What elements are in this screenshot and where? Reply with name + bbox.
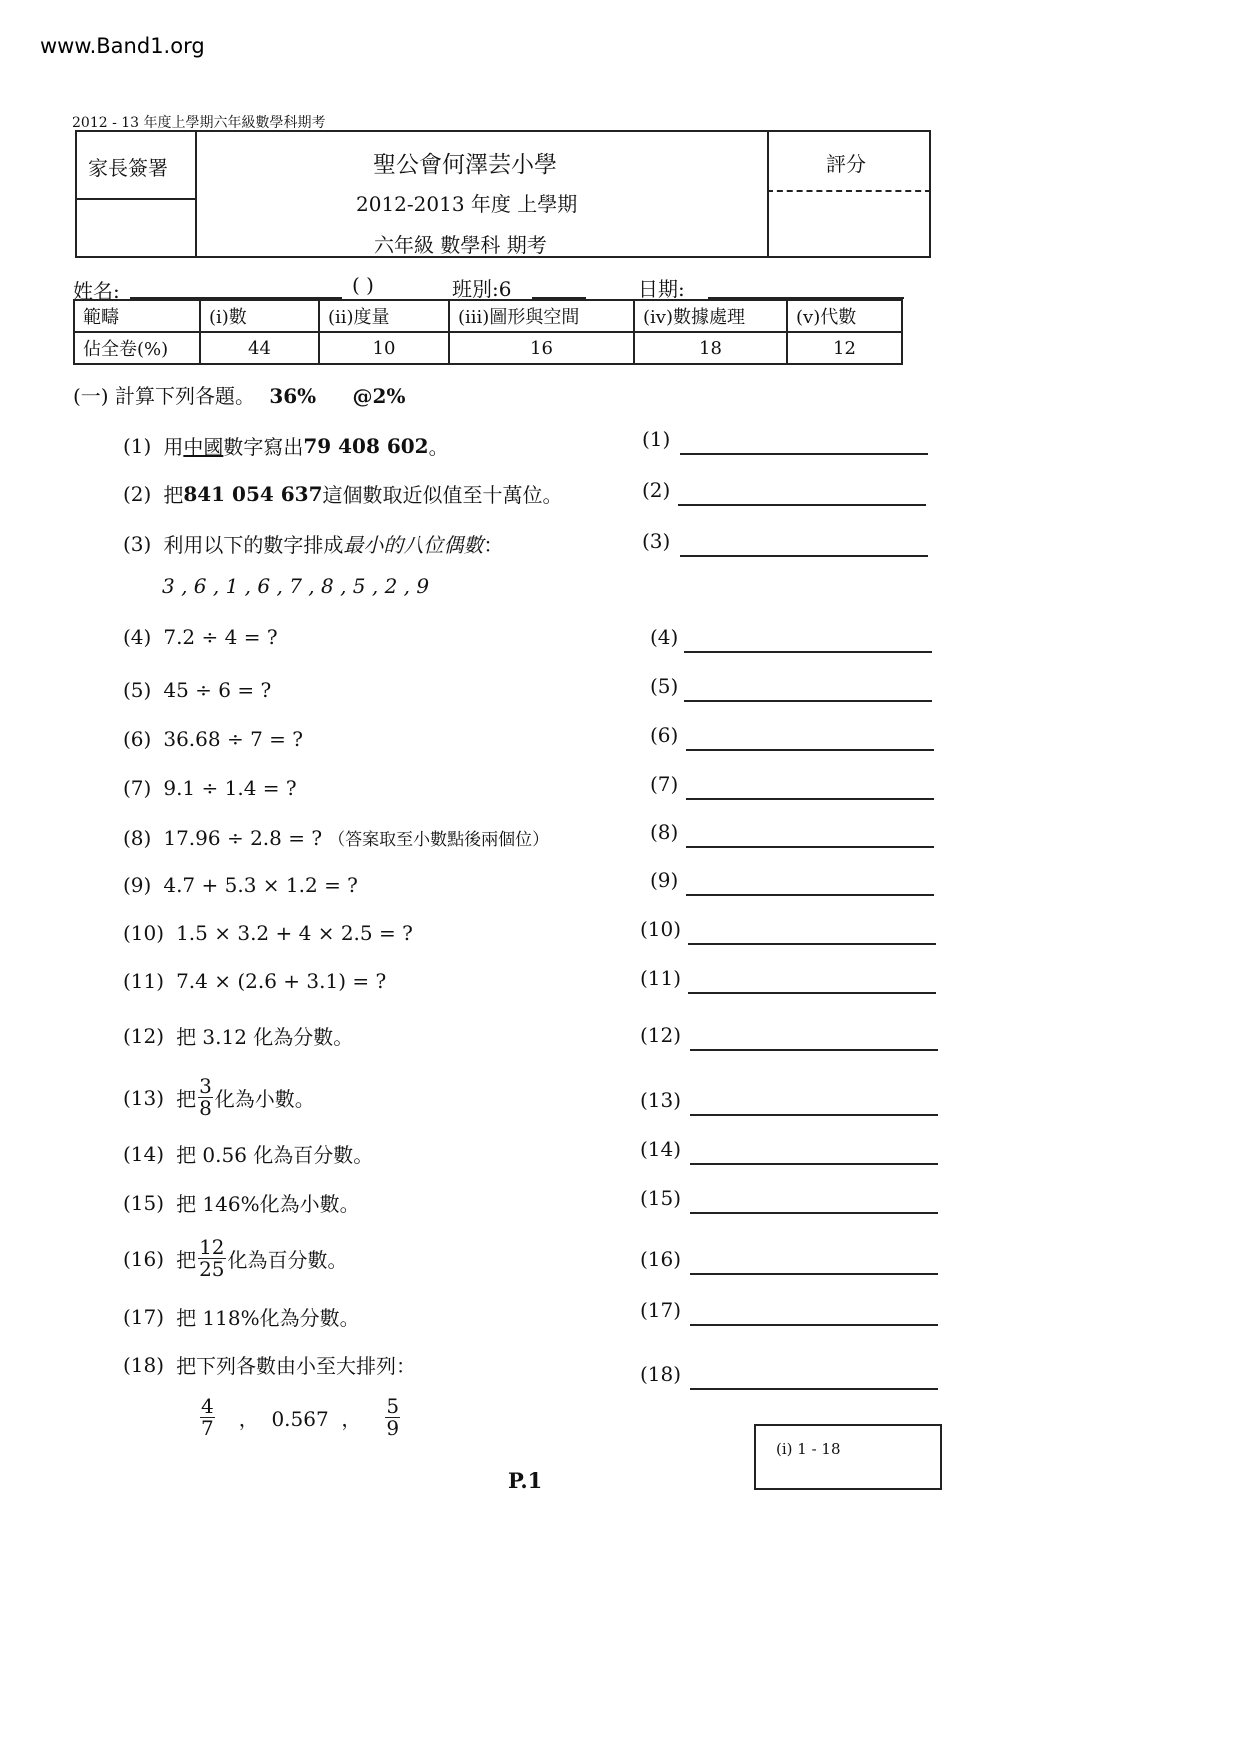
question-text: 7.2 ÷ 4 = ?: [163, 625, 278, 649]
question-text: 把: [176, 1248, 197, 1272]
question-note: （答案取至小數點後兩個位）: [328, 830, 550, 850]
question-number: (17): [123, 1304, 165, 1329]
question-text: ：: [483, 533, 504, 557]
denominator: 25: [199, 1257, 225, 1281]
question-text: 利用以下的數字排成: [163, 533, 344, 557]
percent-cell: 44: [200, 332, 319, 364]
question-number: (18): [123, 1352, 165, 1377]
denominator: 8: [199, 1096, 212, 1120]
question-2: [123, 479, 563, 508]
date-label: 日期:: [638, 277, 685, 301]
answer-label: (5): [650, 674, 679, 698]
question-11: [123, 969, 386, 993]
question-text: 45 ÷ 6 = ?: [163, 678, 272, 702]
question-number: (7): [123, 776, 152, 800]
question-5: [123, 678, 271, 702]
question-13: [123, 1076, 315, 1119]
answer-line[interactable]: [690, 1273, 938, 1275]
question-4: [123, 625, 278, 649]
section-title: (一) 計算下列各題。: [73, 384, 255, 408]
fraction: [200, 1396, 215, 1439]
answer-label: (7): [650, 772, 679, 796]
range-table: [73, 299, 903, 365]
question-1: [123, 431, 449, 460]
parent-sign-label: 家長簽署: [88, 156, 168, 180]
answer-label: (13): [640, 1088, 682, 1112]
question-text: 把 0.56 化為百分數。: [176, 1143, 374, 1167]
percent-cell: 10: [319, 332, 449, 364]
question-16: [123, 1237, 348, 1280]
question-text: 這個數取近似值至十萬位。: [322, 483, 563, 507]
site-watermark: www.Band1.org: [40, 34, 205, 58]
answer-label: (9): [650, 868, 679, 892]
question-12: [123, 1021, 353, 1050]
question-number: (10): [123, 921, 165, 945]
class-number: ( ): [352, 273, 374, 297]
answer-line[interactable]: [684, 700, 932, 702]
class-label: 班別:6: [452, 277, 512, 301]
question-text: 把: [176, 1087, 197, 1111]
question-3: [123, 529, 503, 558]
answer-line[interactable]: [690, 1163, 938, 1165]
question-number: (12): [123, 1023, 165, 1048]
answer-line[interactable]: [686, 846, 934, 848]
question-17: [123, 1302, 360, 1331]
page-number: P.1: [508, 1468, 543, 1493]
question-8: [123, 825, 549, 850]
question-14: [123, 1139, 373, 1168]
digit-list: 3 , 6 , 1 , 6 , 7 , 8 , 5 , 2 , 9: [162, 574, 430, 598]
numerator: 12: [199, 1235, 225, 1259]
question-text: 17.96 ÷ 2.8 = ?: [163, 825, 323, 850]
subtotal-box: [754, 1424, 942, 1490]
name-label: 姓名:: [73, 279, 120, 303]
question-text: 用: [163, 435, 184, 459]
answer-line[interactable]: [690, 1114, 938, 1116]
score-label: 評分: [826, 152, 866, 176]
row-header: 範疇: [74, 300, 200, 332]
column-header: (ii)度量: [319, 300, 449, 332]
answer-line[interactable]: [688, 992, 936, 994]
answer-line[interactable]: [686, 798, 934, 800]
answer-label: (10): [640, 917, 682, 941]
question-text: 把 146%化為小數。: [176, 1192, 360, 1216]
question-15: [123, 1188, 360, 1217]
column-header: (iii)圖形與空間: [449, 300, 634, 332]
answer-line[interactable]: [688, 943, 936, 945]
question-number-value: 841 054 637: [183, 481, 323, 506]
answer-line[interactable]: [686, 749, 934, 751]
numbers-to-order: [198, 1396, 402, 1439]
question-text: 把 118%化為分數。: [176, 1306, 360, 1330]
question-number: (8): [123, 825, 152, 850]
answer-label: (1): [642, 427, 671, 451]
question-text: 。: [428, 435, 449, 459]
question-number-value: 79 408 602: [303, 433, 429, 458]
percent-cell: 18: [634, 332, 787, 364]
question-number: (2): [123, 481, 152, 506]
answer-label: (11): [640, 966, 682, 990]
question-text: 7.4 × (2.6 + 3.1) = ?: [176, 969, 387, 993]
question-text: 數字寫出: [223, 435, 304, 459]
question-10: [123, 921, 413, 945]
column-header: (v)代數: [787, 300, 902, 332]
table-row: [74, 300, 902, 332]
question-text: 4.7 + 5.3 × 1.2 = ?: [163, 873, 358, 897]
question-7: [123, 776, 297, 800]
exam-subject: 六年級 數學科 期考: [374, 233, 547, 257]
answer-label: (16): [640, 1247, 682, 1271]
percent-cell: 16: [449, 332, 634, 364]
answer-label: (15): [640, 1186, 682, 1210]
table-row: [74, 332, 902, 364]
question-6: [123, 727, 303, 751]
answer-line[interactable]: [690, 1049, 938, 1051]
question-number: (14): [123, 1141, 165, 1166]
answer-line[interactable]: [690, 1324, 938, 1326]
question-number: (3): [123, 531, 152, 556]
question-text: 化為小數。: [214, 1087, 315, 1111]
question-9: [123, 873, 358, 897]
school-name: 聖公會何澤芸小學: [373, 152, 557, 178]
question-text: 把: [163, 483, 184, 507]
percent-cell: 12: [787, 332, 902, 364]
fraction: [198, 1076, 213, 1119]
school-year: 2012-2013 年度 上學期: [356, 192, 578, 216]
answer-label: (12): [640, 1023, 682, 1047]
answer-line[interactable]: [678, 504, 926, 506]
answer-line[interactable]: [680, 453, 928, 455]
denominator: 9: [386, 1416, 400, 1440]
question-18: [123, 1350, 416, 1379]
answer-line[interactable]: [684, 651, 932, 653]
question-emphasis: 最小的八位偶數: [343, 533, 484, 557]
question-number: (6): [123, 727, 152, 751]
answer-label: (17): [640, 1298, 682, 1322]
question-number: (5): [123, 678, 152, 702]
question-number: (4): [123, 625, 152, 649]
answer-label: (3): [642, 529, 671, 553]
answer-line[interactable]: [690, 1388, 938, 1390]
answer-line[interactable]: [686, 894, 934, 896]
answer-label: (18): [640, 1362, 682, 1386]
exam-header: 2012 - 13 年度上學期六年級數學科期考: [72, 115, 326, 131]
decimal-value: ， 0.567 ，: [238, 1407, 362, 1431]
numerator: 5: [386, 1394, 400, 1418]
question-number: (13): [123, 1085, 165, 1110]
numerator: 3: [199, 1074, 212, 1098]
fraction: [385, 1396, 400, 1439]
section-each: @2%: [352, 384, 406, 408]
section-marks: 36%: [269, 384, 317, 408]
answer-label: (4): [650, 625, 679, 649]
answer-label: (8): [650, 820, 679, 844]
question-text: 36.68 ÷ 7 = ?: [163, 727, 303, 751]
question-text: 1.5 × 3.2 + 4 × 2.5 = ?: [176, 921, 413, 945]
column-header: (iv)數據處理: [634, 300, 787, 332]
question-number: (9): [123, 873, 152, 897]
question-number: (11): [123, 969, 165, 993]
fraction: [198, 1237, 225, 1280]
question-text: 化為百分數。: [227, 1248, 348, 1272]
column-header: (i)數: [200, 300, 319, 332]
question-number: (15): [123, 1190, 165, 1215]
question-text: 把下列各數由小至大排列：: [176, 1354, 417, 1378]
answer-label: (2): [642, 478, 671, 502]
answer-line[interactable]: [680, 555, 928, 557]
answer-label: (14): [640, 1137, 682, 1161]
answer-label: (6): [650, 723, 679, 747]
section-heading: [73, 380, 405, 409]
subtotal-label: (i) 1 - 18: [776, 1440, 841, 1458]
question-text: 把 3.12 化為分數。: [176, 1025, 354, 1049]
question-number: (16): [123, 1246, 165, 1271]
question-text: 9.1 ÷ 1.4 = ?: [163, 776, 297, 800]
row-header: 佔全卷(%): [74, 332, 200, 364]
denominator: 7: [201, 1416, 214, 1440]
question-underline: 中國: [183, 435, 224, 459]
answer-line[interactable]: [690, 1212, 938, 1214]
question-number: (1): [123, 433, 152, 458]
numerator: 4: [201, 1394, 214, 1418]
